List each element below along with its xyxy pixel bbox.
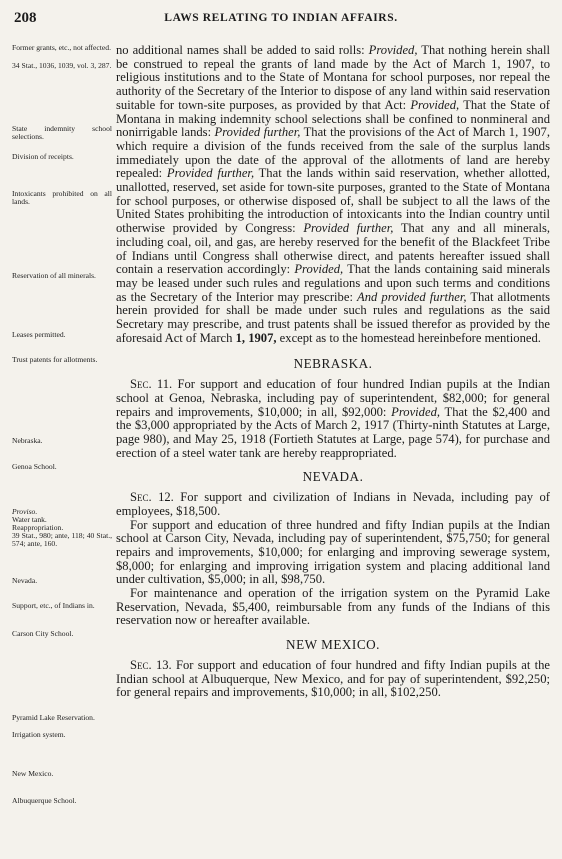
heading-nebraska: NEBRASKA. — [293, 356, 373, 372]
section-13: Sec. 13. For support and education of four hundred and fifty Indian pupils at the Indian school at Albuquerque, New Mexico, and for pay of superintendent, $92,250; for general repairs and improvements, $10,000; in all, $102,250. — [116, 657, 551, 700]
heading-new-mexico: NEW MEXICO. — [286, 637, 380, 653]
margin-note-carson: Carson City School. — [12, 629, 74, 638]
margin-note-irrigation: Irrigation system. — [12, 730, 66, 739]
section-12-carson: For support and education of three hundred and fifty Indian pupils at the Indian school at Carson City, Nevada, including pay of superintendent, $75,750; for general repairs and improvements, $10,000; for enlarging and improving sewerage system, $8,000; for enlarging and improving irrigation system and placing additional land under cultivation, $5,000; in all, $98,750. — [116, 517, 550, 587]
margin-note-former-grants: Former grants, etc., not affected. — [12, 43, 111, 52]
body-text — [116, 44, 550, 700]
margin-note-genoa: Genoa School. — [12, 462, 57, 471]
margin-note-minerals: Reservation of all minerals. — [12, 271, 96, 280]
page-number: 208 — [14, 10, 37, 26]
running-title: LAWS RELATING TO INDIAN AFFAIRS. — [164, 12, 398, 24]
margin-note-nevada: Nevada. — [12, 576, 38, 585]
margin-note-intoxicants: Intoxicants prohibited on all lands. — [12, 189, 112, 207]
margin-note-state-indemnity: State indemnity school selections. — [12, 124, 112, 142]
margin-note-new-mexico: New Mexico. — [12, 769, 54, 778]
paragraph-provisos: no additional names shall be added to said rolls: Provided, That nothing herein shall be construed to repeal the grants of land made by the Act of March 1, 1907, to religious institutions and to the State of Montana for school purposes, nor repeal the authority of the Secretary of the Interior to dispose of any land within said reservation suitable for town-site purposes, as provided by that Act: Provided, That the State of Montana in making indemnity school selections shall be confined to nonmineral and nonirrigable lands: Provided further, That the provisions of the Act of March 1, 1907, which require a division of the funds received from the sale of the surplus lands immediately upon the date of the approval of the allotments of land are hereby repealed: Provided further, That the lands within said reservation, whether allotted, unallotted, reserved, set aside for town-site purposes, granted to the State of Montana for school purposes, or otherwise disposed of, shall be subject to all the laws of the United States prohibiting the introduction of intoxicants into the Indian country until otherwise provided by Congress: Provided further, That any and all minerals, including coal, oil, and gas, are hereby reserved for the benefit of the Blackfeet Tribe of Indians until Congress shall otherwise direct, and patents hereafter issued shall contain a reservation accordingly: Provided, That the lands containing said minerals may be leased under such rules and regulations and upon such terms and conditions as the Secretary of the Interior may prescribe: And provided further, That allotments herein provided for shall be made under such rules and regulations as the said Secretary may prescribe, and trust patents shall be issued therefor as provided by the aforesaid Act of March 1, 1907, except as to the homestead hereinbefore mentioned. — [116, 43, 550, 345]
margin-note-nebraska: Nebraska. — [12, 436, 43, 445]
margin-note-stat-ref-2: 39 Stat., 980; ante, 118; 40 Stat., 574; ante, 160. — [12, 531, 112, 549]
margin-note-division-receipts: Division of receipts. — [12, 152, 74, 161]
margin-note-leases: Leases permitted. — [12, 330, 66, 339]
section-11: Sec. 11. For support and education of four hundred Indian pupils at the Indian school at Genoa, Nebraska, including pay of superintendent, $82,000; for general repairs and improvements, $10,000; in all, $92,000: Provided, That the $2,400 and the $3,000 appropriated by the Acts of March 2, 1917 (Thirty-ninth Statutes at Large, page 980), and May 25, 1918 (Fortieth Statutes at Large, page 574), for purchase and erection of a steel water tank are hereby reappropriated. — [116, 377, 551, 460]
margin-note-water-tank: Water tank. — [12, 515, 47, 524]
margin-note-proviso: Proviso. — [12, 507, 38, 516]
section-12: Sec. 12. For support and civilization of Indians in Nevada, including pay of employees, $18,500. — [116, 490, 550, 518]
heading-nevada: NEVADA. — [302, 469, 364, 485]
margin-note-stat-ref: 34 Stat., 1036, 1039, vol. 3, 287. — [12, 61, 112, 70]
margin-note-albuquerque: Albuquerque School. — [12, 796, 77, 805]
page-header — [14, 10, 548, 28]
section-12-pyramid: For maintenance and operation of the irrigation system on the Pyramid Lake Reservation, Nevada, $5,400, reimbursable from any funds of the Indians of this reservation now or hereafter available. — [116, 586, 550, 628]
margin-note-support-nevada: Support, etc., of Indians in. — [12, 601, 95, 610]
margin-note-reappropriation: Reappropriation. — [12, 523, 64, 532]
margin-note-pyramid: Pyramid Lake Reservation. — [12, 713, 95, 722]
margin-note-trust-patents: Trust patents for allotments. — [12, 355, 98, 364]
